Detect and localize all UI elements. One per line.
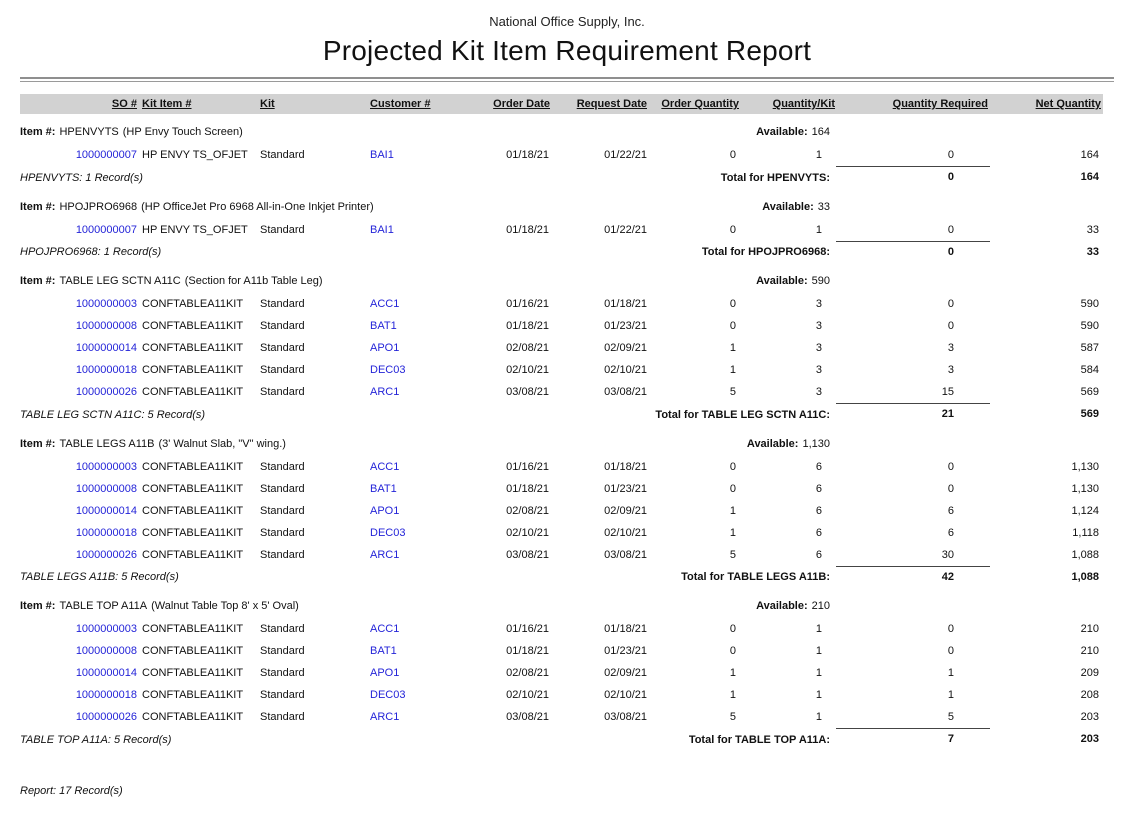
spacer-cell (836, 426, 990, 456)
item-heading (20, 189, 648, 219)
quantity-per-kit: 6 (815, 526, 822, 539)
quantity-per-kit: 1 (815, 623, 822, 635)
order-date: 01/18/21 (506, 645, 549, 657)
kit-item-number: CONFTABLEA11KIT (142, 711, 244, 724)
item-number-label: Item #: (20, 126, 56, 138)
kit-type: Standard (260, 342, 305, 354)
total-quantity-required: 42 (836, 566, 990, 588)
so-number-link[interactable]: 1000000003 (75, 298, 137, 310)
net-quantity: 584 (1080, 364, 1099, 376)
order-date: 01/16/21 (506, 298, 549, 310)
so-number-link[interactable]: 1000000007 (75, 223, 137, 236)
total-net-quantity: 1,088 (1071, 570, 1099, 583)
quantity-required: 0 (947, 460, 954, 473)
kit-type: Standard (260, 149, 305, 162)
customer-number-link[interactable]: BAI1 (370, 223, 394, 236)
section-total-row (20, 566, 1103, 588)
table-row (20, 315, 1103, 337)
quantity-required: 5 (947, 711, 954, 723)
quantity-required: 6 (947, 526, 954, 539)
record-count: TABLE TOP A11A: 5 Record(s) (20, 733, 172, 746)
total-net-quantity: 569 (1080, 408, 1099, 420)
section-total-row (20, 404, 1103, 426)
column-header-customer (368, 94, 480, 114)
quantity-per-kit: 1 (815, 149, 822, 162)
kit-item-number: CONFTABLEA11KIT (142, 645, 244, 657)
order-quantity: 1 (729, 667, 736, 679)
item-code: TABLE TOP A11A (59, 600, 148, 612)
so-number-link[interactable]: 1000000003 (75, 623, 137, 635)
column-header-label: Net Quantity (1035, 98, 1101, 110)
net-quantity: 1,088 (1071, 548, 1099, 561)
table-row (20, 478, 1103, 500)
record-count: TABLE LEG SCTN A11C: 5 Record(s) (20, 408, 206, 421)
order-date: 02/10/21 (506, 364, 549, 376)
quantity-per-kit: 6 (815, 482, 822, 495)
available-value: 164 (811, 126, 830, 138)
customer-number-link[interactable]: APO1 (370, 342, 400, 354)
total-label: Total for HPENVYTS: (720, 171, 830, 184)
quantity-per-kit: 6 (815, 548, 822, 561)
column-header-row (20, 94, 1103, 114)
total-net-quantity: 203 (1080, 733, 1099, 745)
quantity-per-kit: 3 (815, 386, 822, 399)
item-code: TABLE LEGS A11B (59, 437, 155, 450)
quantity-required: 3 (947, 364, 954, 376)
request-date: 02/10/21 (604, 526, 647, 539)
kit-type: Standard (260, 526, 305, 539)
table-row (20, 522, 1103, 544)
quantity-per-kit: 1 (815, 223, 822, 236)
customer-number-link[interactable]: APO1 (370, 667, 400, 679)
order-quantity: 0 (729, 320, 736, 332)
table-row (20, 500, 1103, 522)
customer-number-link[interactable]: ARC1 (370, 548, 400, 561)
so-number-link[interactable]: 1000000007 (75, 149, 137, 162)
column-header-label: Kit Item # (142, 98, 192, 110)
available-label: Available: (756, 600, 808, 612)
request-date: 01/22/21 (604, 149, 647, 162)
table-row (20, 293, 1103, 315)
quantity-per-kit: 3 (815, 320, 822, 332)
request-date: 01/18/21 (604, 298, 647, 310)
table-row (20, 706, 1103, 729)
customer-number-link[interactable]: BAI1 (370, 149, 394, 162)
total-net-quantity: 33 (1086, 245, 1099, 258)
order-quantity: 0 (729, 623, 736, 635)
kit-type: Standard (260, 667, 305, 679)
item-description: (HP OfficeJet Pro 6968 All-in-One Inkjet Printer) (141, 200, 374, 213)
spacer-cell (836, 114, 990, 144)
available-label: Available: (762, 200, 814, 213)
item-description: (HP Envy Touch Screen) (122, 126, 243, 138)
section-header-row (20, 588, 1103, 618)
request-date: 03/08/21 (604, 711, 647, 724)
so-number-link[interactable]: 1000000014 (75, 504, 137, 517)
kit-item-number: CONFTABLEA11KIT (142, 320, 244, 332)
available-quantity (648, 114, 836, 144)
kit-item-number: CONFTABLEA11KIT (142, 689, 244, 701)
spacer-cell (836, 263, 990, 293)
kit-item-number: CONFTABLEA11KIT (142, 342, 244, 354)
request-date: 01/18/21 (604, 623, 647, 635)
order-date: 02/08/21 (506, 667, 549, 679)
order-date: 01/18/21 (506, 320, 549, 332)
order-date: 03/08/21 (506, 711, 549, 724)
request-date: 02/09/21 (604, 342, 647, 354)
kit-type: Standard (260, 320, 305, 332)
kit-type: Standard (260, 386, 305, 399)
order-quantity: 1 (729, 364, 736, 376)
table-row (20, 337, 1103, 359)
request-date: 01/23/21 (604, 645, 647, 657)
record-count: TABLE LEGS A11B: 5 Record(s) (20, 571, 179, 583)
kit-type: Standard (260, 482, 305, 495)
request-date: 01/23/21 (604, 482, 647, 495)
report-page (0, 14, 1134, 828)
item-heading (20, 588, 648, 618)
net-quantity: 590 (1080, 320, 1099, 332)
column-header-kit (258, 94, 368, 114)
so-number-link[interactable]: 1000000026 (75, 386, 137, 399)
table-row (20, 640, 1103, 662)
so-number-link[interactable]: 1000000018 (75, 364, 137, 376)
kit-item-number: CONFTABLEA11KIT (142, 623, 244, 635)
column-header-request-date (553, 94, 648, 114)
net-quantity: 210 (1080, 645, 1099, 657)
order-quantity: 0 (729, 223, 736, 236)
request-date: 02/10/21 (604, 364, 647, 376)
order-quantity: 0 (729, 645, 736, 657)
order-quantity: 1 (729, 526, 736, 539)
column-header-net-quantity (990, 94, 1103, 114)
column-header-label: Quantity Required (892, 98, 988, 110)
customer-number-link[interactable]: BAT1 (370, 645, 397, 657)
total-label: Total for HPOJPRO6968: (701, 246, 830, 258)
quantity-required: 0 (947, 482, 954, 495)
kit-type: Standard (260, 689, 305, 701)
so-number-link[interactable]: 1000000008 (75, 320, 137, 332)
net-quantity: 203 (1080, 711, 1099, 724)
customer-number-link[interactable]: ACC1 (370, 298, 400, 310)
order-date: 02/10/21 (506, 526, 549, 539)
column-header-label: Request Date (576, 98, 647, 110)
customer-number-link[interactable]: ARC1 (370, 386, 400, 399)
column-header-so (20, 94, 140, 114)
item-heading (20, 114, 648, 144)
quantity-required: 1 (947, 667, 954, 679)
quantity-required: 0 (947, 645, 954, 657)
total-label: Total for TABLE LEGS A11B: (681, 571, 830, 583)
quantity-required: 15 (941, 386, 954, 398)
column-header-quantity-kit (740, 94, 836, 114)
order-date: 01/16/21 (506, 623, 549, 635)
table-row (20, 359, 1103, 381)
order-quantity: 0 (729, 298, 736, 310)
customer-number-link[interactable]: DEC03 (370, 364, 406, 376)
so-number-link[interactable]: 1000000026 (75, 548, 137, 561)
request-date: 01/23/21 (604, 320, 647, 332)
column-header-label: Order Date (493, 98, 550, 110)
available-quantity (648, 189, 836, 219)
quantity-required: 0 (947, 320, 954, 332)
spacer-cell (990, 189, 1103, 219)
quantity-per-kit: 3 (815, 298, 822, 310)
column-header-label: Order Quantity (661, 98, 739, 110)
so-number-link[interactable]: 1000000014 (75, 342, 137, 354)
available-value: 33 (817, 200, 830, 213)
so-number-link[interactable]: 1000000018 (75, 526, 137, 539)
kit-type: Standard (260, 645, 305, 657)
table-row (20, 144, 1103, 167)
report-table (20, 94, 1103, 751)
net-quantity: 210 (1080, 623, 1099, 635)
spacer-cell (990, 263, 1103, 293)
quantity-required: 0 (947, 149, 954, 161)
request-date: 02/10/21 (604, 689, 647, 701)
total-quantity-required: 21 (836, 404, 990, 426)
spacer-cell (990, 426, 1103, 456)
order-quantity: 0 (729, 482, 736, 495)
quantity-per-kit: 6 (815, 504, 822, 517)
quantity-per-kit: 3 (815, 364, 822, 376)
report-footer: Report: 17 Record(s) (20, 784, 123, 797)
section-header-row (20, 189, 1103, 219)
kit-item-number: CONFTABLEA11KIT (142, 460, 244, 473)
item-number-label: Item #: (20, 200, 56, 213)
column-header-quantity-required (836, 94, 990, 114)
total-quantity-required: 0 (836, 241, 990, 263)
customer-number-link[interactable]: ARC1 (370, 711, 400, 724)
kit-item-number: CONFTABLEA11KIT (142, 667, 244, 679)
customer-number-link[interactable]: APO1 (370, 504, 400, 517)
order-quantity: 1 (729, 689, 736, 701)
so-number-link[interactable]: 1000000026 (75, 711, 137, 724)
item-code: HPOJPRO6968 (59, 200, 138, 213)
kit-type: Standard (260, 548, 305, 561)
quantity-per-kit: 1 (815, 667, 822, 679)
kit-item-number: CONFTABLEA11KIT (142, 526, 244, 539)
table-row (20, 544, 1103, 567)
column-header-label: Quantity/Kit (772, 98, 835, 110)
available-label: Available: (756, 126, 808, 138)
kit-type: Standard (260, 298, 305, 310)
so-number-link[interactable]: 1000000018 (75, 689, 137, 701)
available-value: 590 (811, 275, 830, 287)
company-name: National Office Supply, Inc. (489, 14, 645, 29)
available-quantity (648, 426, 836, 456)
order-quantity: 1 (729, 342, 736, 354)
total-label: Total for TABLE LEG SCTN A11C: (655, 408, 830, 421)
customer-number-link[interactable]: BAT1 (370, 482, 397, 495)
order-quantity: 1 (729, 504, 736, 517)
available-quantity (648, 588, 836, 618)
order-date: 01/18/21 (506, 482, 549, 495)
kit-type: Standard (260, 711, 305, 724)
quantity-required: 0 (947, 223, 954, 236)
order-date: 01/16/21 (506, 460, 549, 473)
order-date: 02/08/21 (506, 504, 549, 517)
request-date: 01/18/21 (604, 460, 647, 473)
net-quantity: 208 (1080, 689, 1099, 701)
section-total-row (20, 167, 1103, 189)
customer-number-link[interactable]: DEC03 (370, 526, 406, 539)
kit-type: Standard (260, 223, 305, 236)
customer-number-link[interactable]: ACC1 (370, 460, 400, 473)
quantity-per-kit: 3 (815, 342, 822, 354)
column-header-label: Customer # (370, 98, 431, 110)
customer-number-link[interactable]: DEC03 (370, 689, 406, 701)
available-label: Available: (756, 275, 808, 287)
kit-item-number: CONFTABLEA11KIT (142, 298, 244, 310)
kit-item-number: CONFTABLEA11KIT (142, 364, 244, 376)
column-header-label: SO # (111, 98, 137, 110)
request-date: 03/08/21 (604, 386, 647, 399)
net-quantity: 1,130 (1071, 460, 1099, 473)
record-count: HPOJPRO6968: 1 Record(s) (20, 246, 162, 258)
available-label: Available: (746, 437, 799, 450)
item-heading (20, 263, 648, 293)
so-number-link[interactable]: 1000000014 (75, 667, 137, 679)
section-header-row (20, 263, 1103, 293)
order-quantity: 0 (729, 460, 736, 473)
order-date: 02/10/21 (506, 689, 549, 701)
net-quantity: 33 (1086, 223, 1099, 236)
quantity-required: 30 (941, 548, 954, 561)
section-header-row (20, 426, 1103, 456)
customer-number-link[interactable]: BAT1 (370, 320, 397, 332)
available-value: 1,130 (802, 437, 830, 450)
quantity-per-kit: 6 (815, 460, 822, 473)
quantity-required: 0 (947, 298, 954, 310)
item-description: (Section for A11b Table Leg) (184, 275, 323, 287)
net-quantity: 209 (1080, 667, 1099, 679)
item-code: HPENVYTS (59, 126, 119, 138)
request-date: 03/08/21 (604, 548, 647, 561)
column-header-label: Kit (260, 98, 275, 110)
kit-item-number: CONFTABLEA11KIT (142, 386, 244, 399)
table-row (20, 618, 1103, 640)
order-date: 03/08/21 (506, 548, 549, 561)
kit-item-number: HP ENVY TS_OFJET (142, 223, 248, 236)
table-row (20, 456, 1103, 478)
so-number-link[interactable]: 1000000003 (75, 460, 137, 473)
column-header-order-quantity (648, 94, 740, 114)
item-description: (Walnut Table Top 8' x 5' Oval) (151, 600, 299, 612)
quantity-per-kit: 1 (815, 711, 822, 724)
kit-type: Standard (260, 504, 305, 517)
customer-number-link[interactable]: ACC1 (370, 623, 400, 635)
total-label: Total for TABLE TOP A11A: (688, 733, 830, 746)
kit-type: Standard (260, 623, 305, 635)
order-date: 02/08/21 (506, 342, 549, 354)
section-header-row (20, 114, 1103, 144)
kit-type: Standard (260, 364, 305, 376)
order-quantity: 0 (729, 149, 736, 162)
order-date: 01/18/21 (506, 223, 549, 236)
total-quantity-required: 0 (836, 167, 990, 189)
page-title: Projected Kit Item Requirement Report (322, 35, 812, 66)
item-number-label: Item #: (20, 437, 56, 450)
order-quantity: 5 (729, 548, 736, 561)
total-quantity-required: 7 (836, 729, 990, 751)
available-quantity (648, 263, 836, 293)
spacer-cell (990, 114, 1103, 144)
table-row (20, 684, 1103, 706)
request-date: 02/09/21 (604, 504, 647, 517)
quantity-required: 3 (947, 342, 954, 354)
title-divider (20, 77, 1114, 82)
item-number-label: Item #: (20, 600, 56, 612)
quantity-required: 0 (947, 623, 954, 635)
quantity-required: 6 (947, 504, 954, 517)
item-number-label: Item #: (20, 275, 56, 287)
so-number-link[interactable]: 1000000008 (75, 645, 137, 657)
net-quantity: 587 (1080, 342, 1099, 354)
net-quantity: 164 (1080, 149, 1099, 162)
net-quantity: 1,118 (1072, 526, 1099, 539)
total-net-quantity: 164 (1080, 171, 1099, 183)
record-count: HPENVYTS: 1 Record(s) (20, 171, 143, 184)
quantity-per-kit: 1 (815, 645, 822, 657)
order-date: 01/18/21 (506, 149, 549, 162)
section-total-row (20, 241, 1103, 263)
column-header-kit-item (140, 94, 258, 114)
table-row (20, 219, 1103, 242)
order-date: 03/08/21 (506, 386, 549, 399)
table-row (20, 381, 1103, 404)
item-code: TABLE LEG SCTN A11C (59, 275, 181, 287)
item-heading (20, 426, 648, 456)
kit-item-number: HP ENVY TS_OFJET (142, 149, 248, 162)
net-quantity: 1,124 (1071, 504, 1099, 517)
spacer-cell (836, 189, 990, 219)
so-number-link[interactable]: 1000000008 (75, 482, 137, 495)
spacer-cell (990, 588, 1103, 618)
section-total-row (20, 729, 1103, 751)
quantity-required: 1 (947, 689, 954, 701)
column-header-order-date (480, 94, 553, 114)
kit-item-number: CONFTABLEA11KIT (142, 504, 244, 517)
table-row (20, 662, 1103, 684)
kit-item-number: CONFTABLEA11KIT (142, 482, 244, 495)
item-description: (3' Walnut Slab, "V" wing.) (158, 437, 286, 450)
request-date: 02/09/21 (604, 667, 647, 679)
order-quantity: 5 (729, 711, 736, 724)
kit-type: Standard (260, 460, 305, 473)
available-value: 210 (811, 600, 830, 612)
net-quantity: 590 (1080, 298, 1099, 310)
spacer-cell (836, 588, 990, 618)
net-quantity: 569 (1080, 386, 1099, 399)
net-quantity: 1,130 (1071, 482, 1099, 495)
request-date: 01/22/21 (604, 223, 647, 236)
order-quantity: 5 (729, 386, 736, 399)
quantity-per-kit: 1 (815, 689, 822, 701)
kit-item-number: CONFTABLEA11KIT (142, 548, 244, 561)
